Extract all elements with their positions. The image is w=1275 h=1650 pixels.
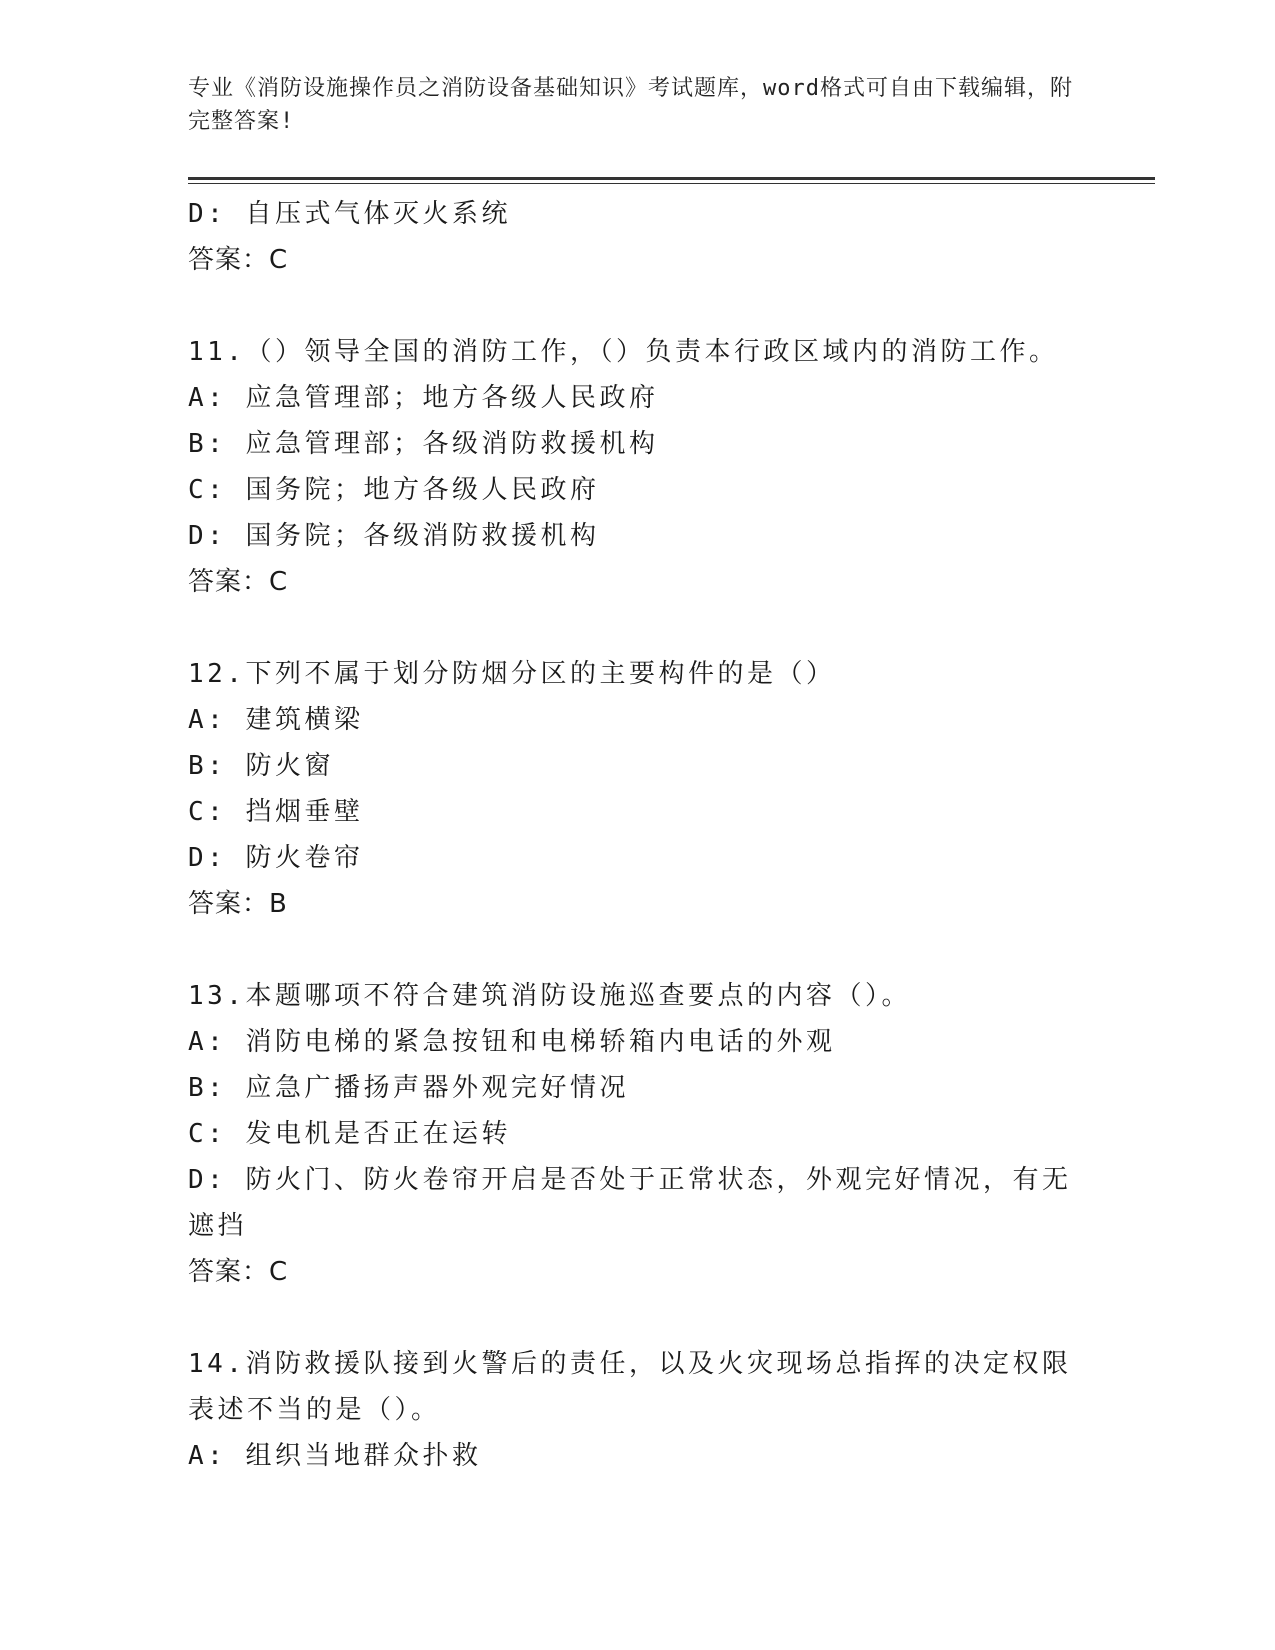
document-header bbox=[188, 72, 1088, 138]
question-list bbox=[188, 191, 1088, 1479]
header-text: 专业《消防设施操作员之消防设备基础知识》考试题库，word格式可自由下载编辑，附完整答案! bbox=[188, 76, 1073, 134]
option-c: C: 挡烟垂壁 bbox=[188, 797, 364, 827]
option-d: D: 防火门、防火卷帘开启是否处于正常状态，外观完好情况，有无遮挡 bbox=[188, 1165, 1072, 1241]
question-text: 14.消防救援队接到火警后的责任，以及火灾现场总指挥的决定权限表述不当的是（）。 bbox=[188, 1349, 1072, 1425]
answer: 答案：B bbox=[188, 889, 288, 919]
option-d: D: 国务院；各级消防救援机构 bbox=[188, 521, 600, 551]
answer: 答案：C bbox=[188, 245, 289, 275]
option-a: A: 应急管理部；地方各级人民政府 bbox=[188, 383, 659, 413]
option-a: A: 建筑横梁 bbox=[188, 705, 364, 735]
question-block-14 bbox=[188, 1341, 1088, 1479]
option-c: C: 发电机是否正在运转 bbox=[188, 1119, 511, 1149]
option-d: D: 自压式气体灭火系统 bbox=[188, 199, 511, 229]
option-d: D: 防火卷帘 bbox=[188, 843, 364, 873]
option-a: A: 组织当地群众扑救 bbox=[188, 1441, 482, 1471]
question-block-11 bbox=[188, 329, 1088, 605]
header-divider-thick bbox=[188, 177, 1155, 180]
option-b: B: 防火窗 bbox=[188, 751, 334, 781]
option-c: C: 国务院；地方各级人民政府 bbox=[188, 475, 600, 505]
option-a: A: 消防电梯的紧急按钮和电梯轿箱内电话的外观 bbox=[188, 1027, 836, 1057]
answer: 答案：C bbox=[188, 1257, 289, 1287]
spacer bbox=[188, 927, 1088, 973]
question-block-13 bbox=[188, 973, 1088, 1295]
spacer bbox=[188, 283, 1088, 329]
question-text: 11.（）领导全国的消防工作，（）负责本行政区域内的消防工作。 bbox=[188, 337, 1059, 367]
question-text: 12.下列不属于划分防烟分区的主要构件的是（） bbox=[188, 659, 836, 689]
question-block-12 bbox=[188, 651, 1088, 927]
option-b: B: 应急广播扬声器外观完好情况 bbox=[188, 1073, 629, 1103]
question-text: 13.本题哪项不符合建筑消防设施巡查要点的内容（）。 bbox=[188, 981, 911, 1011]
option-b: B: 应急管理部；各级消防救援机构 bbox=[188, 429, 659, 459]
question-block-10-tail bbox=[188, 191, 1088, 283]
spacer bbox=[188, 605, 1088, 651]
header-divider-thin bbox=[188, 183, 1155, 184]
answer: 答案：C bbox=[188, 567, 289, 597]
spacer bbox=[188, 1295, 1088, 1341]
